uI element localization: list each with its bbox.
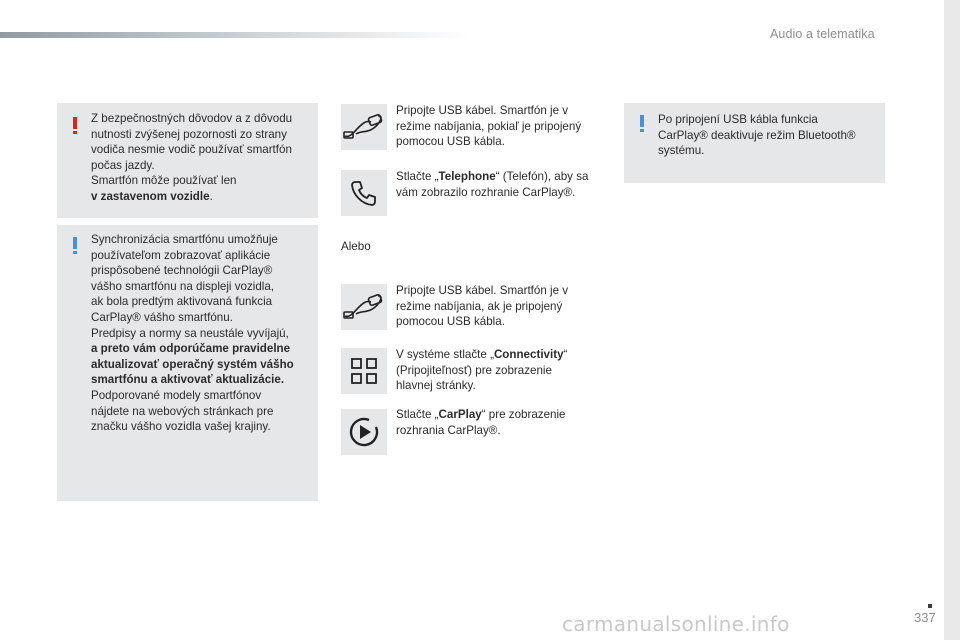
warning-exclamation-icon	[73, 117, 77, 129]
connectivity-grid-icon	[341, 348, 387, 394]
info-icon	[73, 237, 77, 249]
info-line: vášho smartfónu na displeji vozidla,	[91, 279, 275, 293]
step-prefix: Stlačte „	[396, 170, 439, 183]
step-press-connectivity	[396, 347, 616, 394]
warning-text	[91, 111, 313, 205]
carplay-play-icon	[341, 409, 387, 455]
step-line: hlavnej stránky.	[396, 379, 476, 393]
warning-panel	[57, 103, 318, 218]
info-line: Podporované modely smartfónov	[91, 388, 262, 402]
step-line: režime nabíjania, pokiaľ je pripojený	[396, 119, 582, 133]
telephone-icon	[341, 170, 387, 216]
info-text	[658, 112, 880, 159]
warning-bold-text: v zastavenom vozidle	[91, 189, 210, 203]
info-icon-dot	[640, 129, 644, 132]
step-line	[396, 347, 616, 363]
info-icon-dot	[73, 251, 77, 254]
step-bold-label: Connectivity	[493, 348, 564, 361]
warning-line: Smartfón môže používať len	[91, 174, 237, 188]
step-press-telephone	[396, 169, 616, 200]
warning-line: vodiča nesmie vodič používať smartfón	[91, 143, 292, 157]
info-icon	[640, 115, 644, 127]
warning-exclamation-dot	[73, 131, 77, 134]
info-line: prispôsobené technológii CarPlay®	[91, 264, 273, 278]
step-line: (Pripojiteľnosť) pre zobrazenie	[396, 363, 552, 377]
info-text	[91, 232, 313, 435]
step-line: pomocou USB kábla.	[396, 315, 505, 329]
step-suffix: “ (Telefón), aby sa	[495, 170, 589, 183]
info-line: nájdete na webových stránkach pre	[91, 404, 274, 418]
step-connect-usb-charging	[396, 103, 616, 150]
step-bold-label: Telephone	[438, 170, 496, 183]
usb-cable-icon	[341, 104, 387, 150]
step-press-carplay	[396, 407, 616, 438]
info-bold-line: a preto vám odporúčame pravidelne	[91, 342, 291, 356]
info-line: používateľom zobrazovať aplikácie	[91, 248, 271, 262]
step-prefix: V systéme stlačte „	[396, 348, 494, 361]
info-line: Synchronizácia smartfónu umožňuje	[91, 233, 278, 246]
step-prefix: Stlačte „	[396, 408, 439, 421]
info-line: CarPlay® deaktivuje režim Bluetooth®	[658, 128, 856, 142]
info-panel-bluetooth	[624, 103, 885, 183]
info-line: systému.	[658, 144, 705, 158]
warning-bold-line	[91, 189, 313, 205]
info-panel-synchronization	[57, 225, 318, 501]
step-suffix: “	[563, 348, 568, 361]
step-line: Pripojte USB kábel. Smartfón je v	[396, 104, 569, 117]
step-line: vám zobrazilo rozhranie CarPlay®.	[396, 185, 576, 199]
info-bold-line: smartfónu a aktivovať aktualizácie.	[91, 373, 285, 387]
page-header-title: Audio a telematika	[770, 27, 875, 41]
page-marker	[928, 604, 932, 608]
warning-line: Z bezpečnostných dôvodov a z dôvodu	[91, 112, 293, 125]
warning-bold-suffix: .	[209, 189, 213, 203]
info-line: ak bola predtým aktivovaná funkcia	[91, 295, 273, 309]
info-line: Po pripojení USB kábla funkcia	[658, 113, 818, 126]
info-line: Predpisy a normy sa neustále vyvíjajú,	[91, 326, 289, 340]
warning-line: počas jazdy.	[91, 158, 155, 172]
watermark: carmanualsonline.info	[562, 612, 790, 636]
step-line: rozhrania CarPlay®.	[396, 423, 501, 437]
step-line: pomocou USB kábla.	[396, 135, 505, 149]
step-bold-label: CarPlay	[438, 408, 482, 421]
info-line: značku vášho vozidla vašej krajiny.	[91, 420, 271, 434]
step-line: Pripojte USB kábel. Smartfón je v	[396, 284, 569, 297]
step-suffix: “ pre zobrazenie	[481, 408, 566, 421]
step-line	[396, 169, 616, 185]
or-label: Alebo	[341, 240, 371, 253]
step-line	[396, 407, 616, 423]
warning-line: nutnosti zvýšenej pozornosti zo strany	[91, 127, 287, 141]
info-bold-line: aktualizovať operačný systém vášho	[91, 357, 294, 371]
header-gradient-bar	[0, 32, 470, 38]
usb-cable-icon	[341, 284, 387, 330]
page-edge-strip	[944, 0, 960, 640]
page-number: 337	[914, 610, 936, 625]
step-connect-usb-charging-alt	[396, 283, 616, 330]
info-line: CarPlay® vášho smartfónu.	[91, 310, 233, 324]
step-line: režime nabíjania, ak je pripojený	[396, 299, 563, 313]
